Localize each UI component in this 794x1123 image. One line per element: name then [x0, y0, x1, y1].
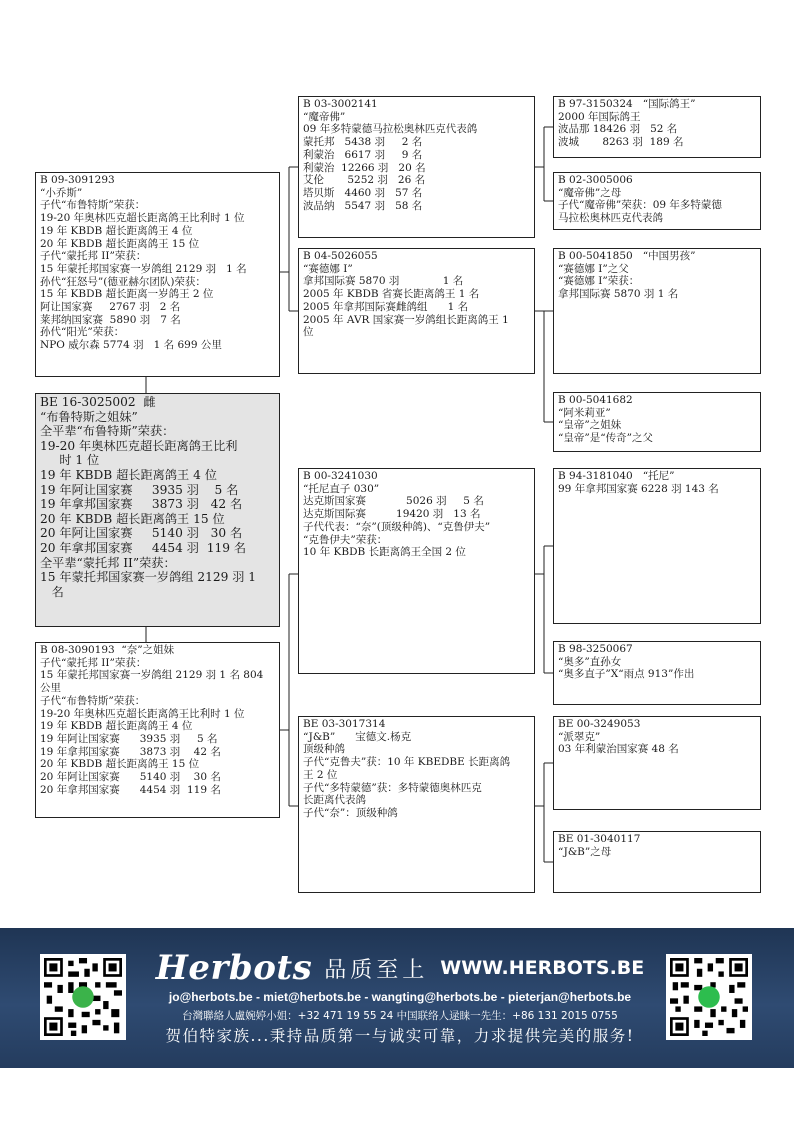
sire-sire-card	[298, 96, 535, 238]
great-grandparent-card-5	[553, 468, 761, 624]
card-line: 达克斯国家赛 5026 羽 5 名	[303, 495, 484, 508]
card-line: 子代“布鲁特斯”荣获：	[40, 694, 146, 707]
card-line: 15 年蒙托邦国家赛一岁鸽组 2129 羽 1 名 804	[40, 669, 264, 682]
card-line: 19-20 年奥林匹克超长距离鸽王比利	[40, 438, 238, 453]
qr-code-graphic	[44, 958, 122, 1036]
great-grandparent-card-1	[553, 96, 761, 158]
card-line: 15 年蒙托邦国家赛一岁鸽组 2129 羽 1 名	[40, 262, 247, 275]
card-line: 名	[40, 584, 64, 599]
great-grandparent-card-3	[553, 248, 761, 374]
card-line: 20 年拿邦国家赛 4454 羽 119 名	[40, 783, 221, 796]
ring-number: B 04-5026055	[303, 250, 378, 262]
card-line: 19 年阿让国家赛 3935 羽 5 名	[40, 482, 239, 497]
card-line: “皇帝”是“传奇”之父	[558, 432, 653, 445]
card-line: 子代“布鲁特斯”荣获：	[40, 199, 146, 212]
card-line: 波城 8263 羽 189 名	[558, 136, 684, 149]
card-line: 达克斯国际赛 19420 羽 13 名	[303, 508, 481, 521]
card-line: 09 年多特蒙德马拉松奥林匹克代表鸽	[303, 123, 478, 136]
ring-number: B 00-5041682	[558, 394, 633, 406]
card-line: 孙代“狂怒号”(德亚赫尔团队)荣获：	[40, 275, 206, 288]
dam-sire-card	[298, 468, 535, 674]
card-line: 波品那 18426 羽 52 名	[558, 123, 678, 136]
ring-number: B 00-3241030	[303, 470, 378, 482]
website-link[interactable]: WWW.HERBOTS.BE	[440, 957, 645, 979]
card-line: 19-20 年奥林匹克超长距离鸽王比利时 1 位	[40, 212, 245, 225]
card-line: 子代“蒙托邦 II”荣获：	[40, 250, 147, 263]
card-line: “奥多”直孙女	[558, 655, 622, 668]
card-line: 利蒙治 12266 羽 20 名	[303, 161, 426, 174]
card-line: 全平辈“布鲁特斯”荣获：	[40, 424, 175, 439]
card-line: 子代“奈”：顶级种鸽	[303, 806, 398, 819]
card-line: 10 年 KBDB 长距离鸽王全国 2 位	[303, 546, 466, 559]
card-line: 波品纳 5547 羽 58 名	[303, 199, 423, 212]
card-line: 19 年阿让国家赛 3935 羽 5 名	[40, 732, 218, 745]
ring-number: BE 00-3249053	[558, 718, 641, 730]
card-line: 马拉松奥林匹克代表鸽	[558, 212, 663, 225]
dam-card	[35, 642, 280, 818]
card-line: 公里	[40, 682, 61, 695]
ring-number: B 02-3005006	[558, 174, 633, 186]
card-line: “赛德娜 I”之父	[558, 262, 629, 275]
card-line: 2000 年国际鸽王	[558, 110, 641, 123]
ring-number: B 03-3002141	[303, 98, 378, 110]
card-line: 拿邦国际赛 5870 羽 1 名	[303, 275, 464, 288]
ring-number: B 97-3150324 “国际鸽王”	[558, 98, 696, 110]
card-line: “魔帝佛”之母	[558, 186, 622, 199]
card-line: 19 年拿邦国家赛 3873 羽 42 名	[40, 497, 243, 512]
card-line: 20 年阿让国家赛 5140 羽 30 名	[40, 526, 243, 541]
ring-number: B 09-3091293	[40, 174, 115, 186]
wechat-icon	[698, 986, 720, 1008]
card-line: “布鲁特斯之姐妹”	[40, 409, 138, 424]
card-line: 位	[303, 326, 314, 339]
ring-number: B 94-3181040 “托尼”	[558, 470, 675, 482]
card-line: 20 年 KBDB 超长距离鸽王 15 位	[40, 511, 225, 526]
card-line: 拿邦国际赛 5870 羽 1 名	[558, 288, 679, 301]
card-line: 2005 年 AVR 国家赛一岁鸽组长距离鸽王 1	[303, 313, 509, 326]
great-grandparent-card-2	[553, 172, 761, 230]
card-line: 莱邦纳国家赛 5890 羽 7 名	[40, 313, 181, 326]
card-line: “奥多直子”X“雨点 913”作出	[558, 668, 695, 681]
qr-code-graphic	[670, 958, 748, 1036]
card-line: 孙代“阳光”荣获：	[40, 326, 125, 339]
card-line: “克鲁伊夫”荣获：	[303, 533, 388, 546]
card-line: “赛德娜 I”	[303, 262, 353, 275]
card-line: 19 年 KBDB 超长距离鸽王 4 位	[40, 467, 217, 482]
ring-number: B 08-3090193 “奈”之姐妹	[40, 644, 175, 656]
qr-code-wechat[interactable]	[666, 954, 752, 1040]
card-line: 19 年拿邦国家赛 3873 羽 42 名	[40, 745, 221, 758]
great-grandparent-card-8	[553, 831, 761, 893]
card-line: “J&B” 宝德文.杨克	[303, 730, 412, 743]
card-line: 顶级种鸽	[303, 743, 345, 756]
contact-phones: 台灣聯絡人盧婉婷小姐：+32 471 19 55 24 中国联络人逯睐一先生：+86 131 2015 0755	[182, 1010, 618, 1022]
card-line: 子代代表：“奈”(顶级种鸽)、“克鲁伊夫”	[303, 520, 491, 533]
card-line: “魔帝佛”	[303, 110, 346, 123]
card-line: 99 年拿邦国家赛 6228 羽 143 名	[558, 482, 719, 495]
card-line: “派翠克”	[558, 730, 601, 743]
card-line: 19 年 KBDB 超长距离鸽王 4 位	[40, 720, 193, 733]
card-line: 03 年利蒙治国家赛 48 名	[558, 743, 679, 756]
sire-dam-card	[298, 248, 535, 374]
card-line: “阿米莉亚”	[558, 406, 611, 419]
card-line: 15 年蒙托邦国家赛一岁鸽组 2129 羽 1	[40, 570, 257, 585]
card-line: 王 2 位	[303, 768, 338, 781]
card-line: 20 年 KBDB 超长距离鸽王 15 位	[40, 237, 200, 250]
card-line: 20 年拿邦国家赛 4454 羽 119 名	[40, 540, 247, 555]
herbots-logo: Herbots	[155, 948, 313, 988]
card-line: 子代“多特蒙德”获：多特蒙德奥林匹克	[303, 781, 482, 794]
card-line: 19 年 KBDB 超长距离鸽王 4 位	[40, 224, 193, 237]
brand-slogan: 品质至上	[324, 957, 429, 983]
great-grandparent-card-6	[553, 641, 761, 705]
ring-number: BE 16-3025002 雌	[40, 395, 156, 409]
card-line: “J&B”之母	[558, 845, 612, 858]
card-line: 19-20 年奥林匹克超长距离鸽王比利时 1 位	[40, 707, 245, 720]
card-line: 子代“克鲁夫”获：10 年 KBEDBE 长距离鸽	[303, 756, 511, 769]
brand-row	[140, 948, 660, 988]
card-line: 艾伦 5252 羽 26 名	[303, 174, 426, 187]
card-line: 利蒙治 6617 羽 9 名	[303, 148, 423, 161]
ring-number: BE 01-3040117	[558, 833, 641, 845]
card-line: 时 1 位	[40, 453, 100, 468]
subject-pigeon-card	[35, 393, 280, 627]
qr-code-line[interactable]	[40, 954, 126, 1040]
card-line: 2005 年 KBDB 省赛长距离鸽王 1 名	[303, 288, 480, 301]
sire-card	[35, 172, 280, 377]
card-line: 20 年阿让国家赛 5140 羽 30 名	[40, 771, 221, 784]
great-grandparent-card-4	[553, 392, 761, 452]
card-line: “小乔斯”	[40, 186, 83, 199]
card-line: 2005 年拿邦国际赛雌鸽组 1 名	[303, 300, 469, 313]
footer-banner	[0, 928, 794, 1068]
email-links[interactable]: jo@herbots.be - miet@herbots.be - wangting@herbots.be - pieterjan@herbots.be	[168, 990, 632, 1004]
card-line: 蒙托邦 5438 羽 2 名	[303, 136, 423, 149]
ring-number: B 00-5041850 “中国男孩”	[558, 250, 696, 262]
card-line: “皇帝”之姐妹	[558, 419, 622, 432]
card-line: “托尼直子 030”	[303, 482, 380, 495]
card-line: “赛德娜 I”荣获：	[558, 275, 640, 288]
great-grandparent-card-7	[553, 716, 761, 810]
ring-number: BE 03-3017314	[303, 718, 386, 730]
card-line: NPO 威尔森 5774 羽 1 名 699 公里	[40, 339, 222, 352]
card-line: 塔贝斯 4460 羽 57 名	[303, 186, 423, 199]
company-motto: 贺伯特家族...秉持品质第一与诚实可靠，力求提供完美的服务!	[165, 1027, 635, 1045]
card-line: 15 年 KBDB 超长距离一岁鸽王 2 位	[40, 288, 214, 301]
card-line: 子代“蒙托邦 II”荣获：	[40, 656, 147, 669]
card-line: 20 年 KBDB 超长距离鸽王 15 位	[40, 758, 200, 771]
dam-dam-card	[298, 716, 535, 893]
ring-number: B 98-3250067	[558, 643, 633, 655]
card-line: 阿让国家赛 2767 羽 2 名	[40, 301, 181, 314]
card-line: 子代“魔帝佛”荣获：09 年多特蒙德	[558, 199, 722, 212]
card-line: 全平辈“蒙托邦 II”荣获：	[40, 555, 176, 570]
line-icon	[72, 986, 94, 1008]
card-line: 长距离代表鸽	[303, 794, 366, 807]
